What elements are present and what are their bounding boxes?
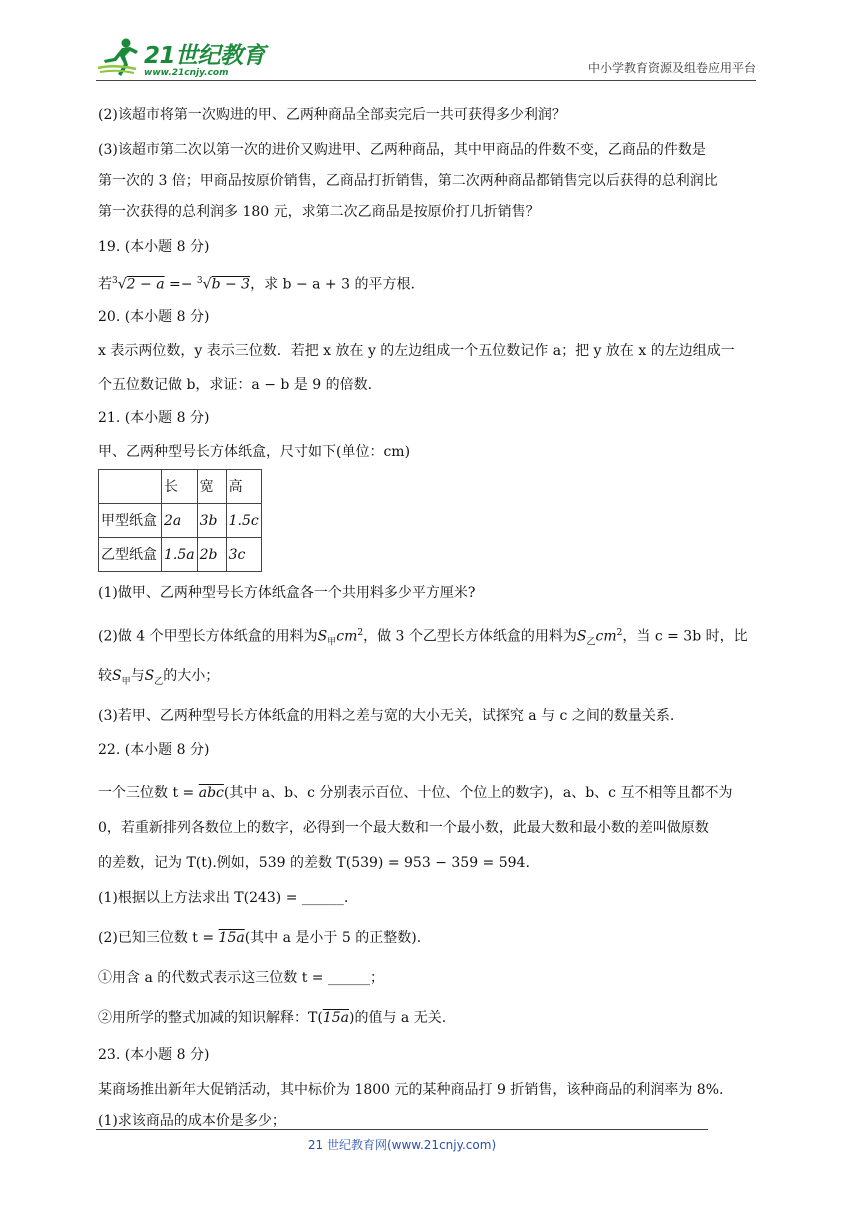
q19-radicand-2: b − 3 [211, 276, 251, 293]
s-sub-jia: 甲 [121, 676, 131, 687]
unit-cm: cm [595, 628, 617, 645]
q22-p2-ii-b: )的值与 a 无关. [348, 1010, 447, 1026]
q19-prefix: 若 [98, 276, 112, 293]
q22-abc: $\overline{abc}$ [198, 785, 224, 801]
q22-p2-num: 15a [218, 930, 245, 946]
logo-title: 21世纪教育 [144, 43, 266, 69]
q22-p2-ii-a: ②用所学的整式加减的知识解释：T( [98, 1010, 323, 1026]
q19-mid: =− [164, 276, 197, 293]
q19-heading: 19. (本小题 8 分) [98, 239, 210, 255]
table-cell: 3c [226, 538, 261, 572]
q22-part2 [98, 925, 762, 951]
unit-cm: cm [336, 628, 358, 645]
q23-part1: (1)求该商品的成本价是多少； [98, 1113, 286, 1129]
table-cell: 1.5a [162, 538, 198, 572]
running-figure-icon [96, 36, 142, 78]
q21-heading: 21. (本小题 8 分) [98, 410, 210, 426]
s-sub-yi: 乙 [154, 676, 164, 687]
q18-part2: (2)该超市将第一次购进的甲、乙两种商品全部卖完后一共可获得多少利润？ [98, 107, 566, 123]
q18-part3-line3: 第一次获得的总利润多 180 元，求第二次乙商品是按原价打几折销售？ [98, 204, 540, 220]
table-header-cell [99, 470, 162, 504]
s-symbol: S [317, 628, 328, 645]
box-size-table [98, 469, 262, 572]
q22-part2-ii [98, 1005, 762, 1031]
q18-part3-line2: 第一次的 3 倍；甲商品按原价销售，乙商品打折销售，第二次两种商品都销售完以后获得的总利润比 [98, 173, 718, 189]
table-header-cell: 宽 [197, 470, 226, 504]
footer-divider [96, 1129, 708, 1130]
q21-intro: 甲、乙两种型号长方体纸盒，尺寸如下(单位：cm) [98, 444, 411, 460]
q22-p2-ii-num: 15a [322, 1010, 349, 1026]
q21-part2-line2 [98, 663, 762, 695]
q18-part3-line1: (3)该超市第二次以第一次的进价又购进甲、乙两种商品，其中甲商品的件数不变，乙商品的件数是 [98, 142, 706, 158]
q21-p2-a: (2)做 4 个甲型长方体纸盒的用料为 [98, 628, 318, 645]
radical-sign-icon: √ [202, 276, 212, 293]
page-header [96, 30, 756, 81]
q22-p2-a: (2)已知三位数 t = [98, 930, 219, 946]
q19-radicand-1: 2 − a [126, 276, 165, 293]
s-sub-jia: 甲 [327, 637, 337, 648]
table-cell: 3b [197, 504, 226, 538]
q19-suffix: ，求 b − a + 3 的平方根. [250, 276, 415, 293]
logo [96, 34, 265, 78]
q22-part1: (1)根据以上方法求出 T(243) = ______. [98, 890, 349, 906]
logo-url: www.21cnjy.com [144, 68, 229, 78]
s-symbol: S [112, 668, 122, 684]
q23-line1: 某商场推出新年大促销活动，其中标价为 1800 元的某种商品打 9 折销售，该种商品的利润率为 8%. [98, 1082, 724, 1098]
table-cell: 甲型纸盒 [99, 504, 162, 538]
s-symbol: S [144, 668, 155, 684]
table-header-cell: 高 [226, 470, 261, 504]
table-cell: 1.5c [226, 504, 261, 538]
table-cell: 2b [197, 538, 226, 572]
table-cell: 2a [162, 504, 198, 538]
footer-link[interactable]: 21 世纪教育网(www.21cnjy.com) [307, 1138, 497, 1152]
q19-body: 若$^3$√2 − a =− $^3$√b − 3，求 b − a + 3 的平方根. [98, 276, 415, 293]
q22-line3: 的差数，记为 T(t).例如，539 的差数 T(539) = 953 − 359 = 594. [98, 855, 530, 871]
table-cell: 乙型纸盒 [99, 538, 162, 572]
q21-p2-line2-a: 较 [98, 668, 112, 684]
q21-part3: (3)若甲、乙两种型号长方体纸盒的用料之差与宽的大小无关，试探究 a 与 c 之间的数量关系. [98, 708, 675, 724]
q20-line2: 个五位数记做 b，求证：a − b 是 9 的倍数. [98, 377, 373, 393]
platform-name: 中小学教育资源及组卷应用平台 [587, 61, 756, 75]
s-symbol: S [576, 628, 587, 645]
q21-part1: (1)做甲、乙两种型号长方体纸盒各一个共用料多少平方厘米? [98, 585, 476, 601]
q22-heading: 22. (本小题 8 分) [98, 742, 210, 758]
q22-line1-a: 一个三位数 t = [98, 785, 199, 801]
q21-p2-b: ，做 3 个乙型长方体纸盒的用料为 [363, 628, 577, 645]
table-row [99, 504, 262, 538]
q22-line2: 0，若重新排列各数位上的数字，必得到一个最大数和一个最小数，此最大数和最小数的差叫做原数 [98, 820, 709, 836]
q22-p2-b: (其中 a 是小于 5 的正整数). [244, 930, 422, 946]
q21-p2-line2-b: 与 [130, 668, 145, 684]
q21-p2-c: ，当 c = 3b 时，比 [622, 628, 748, 645]
q20-heading: 20. (本小题 8 分) [98, 309, 210, 325]
table-header-row [99, 470, 262, 504]
q23-heading: 23. (本小题 8 分) [98, 1047, 210, 1063]
q22-line1-b: (其中 a、b、c 分别表示百位、十位、个位上的数字)，a、b、c 互不相等且都不为 [223, 785, 733, 801]
table-row [99, 538, 262, 572]
radical-sign-icon: √ [117, 276, 127, 293]
table-header-cell: 长 [162, 470, 198, 504]
q22-part2-i: ①用含 a 的代数式表示这三位数 t = ______； [98, 970, 384, 986]
q21-p2-line2-c: 的大小； [163, 668, 220, 684]
q20-line1: x 表示两位数，y 表示三位数．若把 x 放在 y 的左边组成一个五位数记作 a；把 y 放在 x 的左边组成一 [98, 343, 735, 359]
s-sub-yi: 乙 [586, 637, 596, 648]
q21-part2-line1: (2)做 4 个甲型长方体纸盒的用料为$S_甲cm^2$，做 3 个乙型长方体纸盒的用料为$S_乙cm^2$，当 c = 3b 时，比 [98, 628, 748, 648]
q22-line1 [98, 780, 762, 806]
